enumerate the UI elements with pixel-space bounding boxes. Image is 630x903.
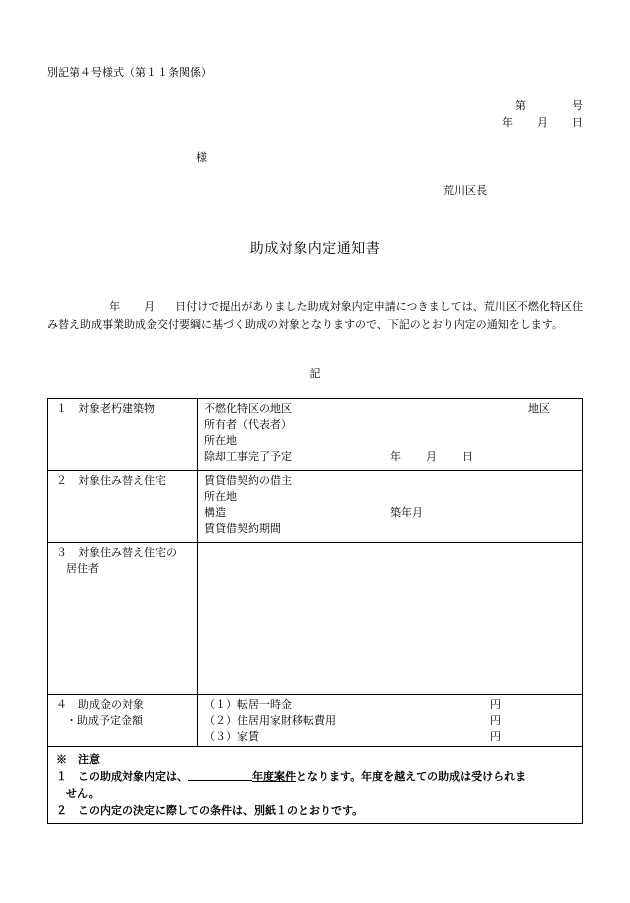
built-label: 築年月 [390, 506, 423, 519]
note-1 [56, 768, 576, 785]
number-suffix: 号 [572, 99, 583, 112]
housing-location-label: 所在地 [204, 490, 237, 503]
document-number-line [515, 99, 583, 114]
details-table [47, 398, 583, 824]
section-4-row [48, 695, 582, 747]
section-3-header-line1: ３ 対象住み替え住宅の [56, 546, 177, 559]
section-2-body [198, 471, 582, 542]
notes-heading: ※ 注意 [56, 753, 100, 766]
recipient-honorific: 様 [196, 151, 207, 164]
subsidy-item-3: （３）家賃 [204, 730, 259, 743]
date-month: 月 [537, 116, 548, 129]
document-title: 助成対象内定通知書 [249, 241, 381, 257]
lessor-label: 賃貸借契約の借主 [204, 474, 292, 487]
notes-block [48, 747, 582, 823]
structure-label: 構造 [204, 506, 226, 519]
demolition-label: 除却工事完了予定 [204, 450, 292, 463]
section-4-header-line2: ・助成予定金額 [66, 714, 143, 727]
subsidy-item-3-unit: 円 [490, 730, 501, 743]
district-label: 不燃化特区の地区 [204, 402, 292, 415]
section-2-header: ２ 対象住み替え住宅 [48, 471, 198, 542]
issue-date-line [502, 116, 583, 131]
section-3-header [48, 543, 198, 694]
body-text: 日付けで提出がありました助成対象内定申請につきましては、荒川区不燃化特区住み替え助成事業助成金交付要綱に基づく助成の対象となりますので、下記のとおり内定の通知をします。 [47, 300, 584, 331]
body-paragraph [47, 298, 583, 334]
number-prefix: 第 [515, 99, 526, 112]
fiscal-year-blank [188, 768, 252, 781]
section-1-row [48, 399, 582, 471]
district-suffix: 地区 [528, 402, 550, 415]
subsidy-item-1-unit: 円 [490, 698, 501, 711]
lease-period-label: 賃貸借契約期間 [204, 522, 281, 535]
note-1-wrap: せん。 [66, 787, 100, 800]
date-year: 年 [502, 116, 513, 129]
note-1-underlined: 年度案件 [252, 770, 296, 783]
issuer-name: 荒川区長 [443, 184, 487, 197]
section-3-body [198, 543, 582, 694]
demolition-year: 年 [390, 450, 401, 463]
subsidy-item-2-unit: 円 [490, 714, 501, 727]
owner-label: 所有者（代表者） [204, 418, 292, 431]
note-1-prefix: １ この助成対象内定は、 [56, 770, 188, 783]
note-1-suffix: となります。年度を越えての助成は受けられま [296, 770, 527, 783]
demolition-day: 日 [462, 450, 473, 463]
section-3-row [48, 543, 582, 695]
section-4-header [48, 695, 198, 746]
subsidy-item-1: （１）転居一時金 [204, 698, 292, 711]
note-2: ２ この内定の決定に際しての条件は、別紙１のとおりです。 [56, 804, 364, 817]
body-year: 年 [109, 300, 121, 313]
section-4-body [198, 695, 582, 746]
section-1-header: １ 対象老朽建築物 [48, 399, 198, 470]
section-4-header-line1: ４ 助成金の対象 [56, 698, 144, 711]
date-day: 日 [572, 116, 583, 129]
form-label: 別記第４号様式（第１１条関係） [47, 66, 212, 79]
section-3-header-line2: 居住者 [66, 562, 99, 575]
subsidy-item-2: （２）住居用家財移転費用 [204, 714, 336, 727]
location-label: 所在地 [204, 434, 237, 447]
demolition-month: 月 [426, 450, 437, 463]
notes-row [48, 747, 582, 823]
body-month: 月 [144, 300, 156, 313]
section-2-row [48, 471, 582, 543]
ki-heading: 記 [309, 367, 321, 380]
section-1-body [198, 399, 582, 470]
